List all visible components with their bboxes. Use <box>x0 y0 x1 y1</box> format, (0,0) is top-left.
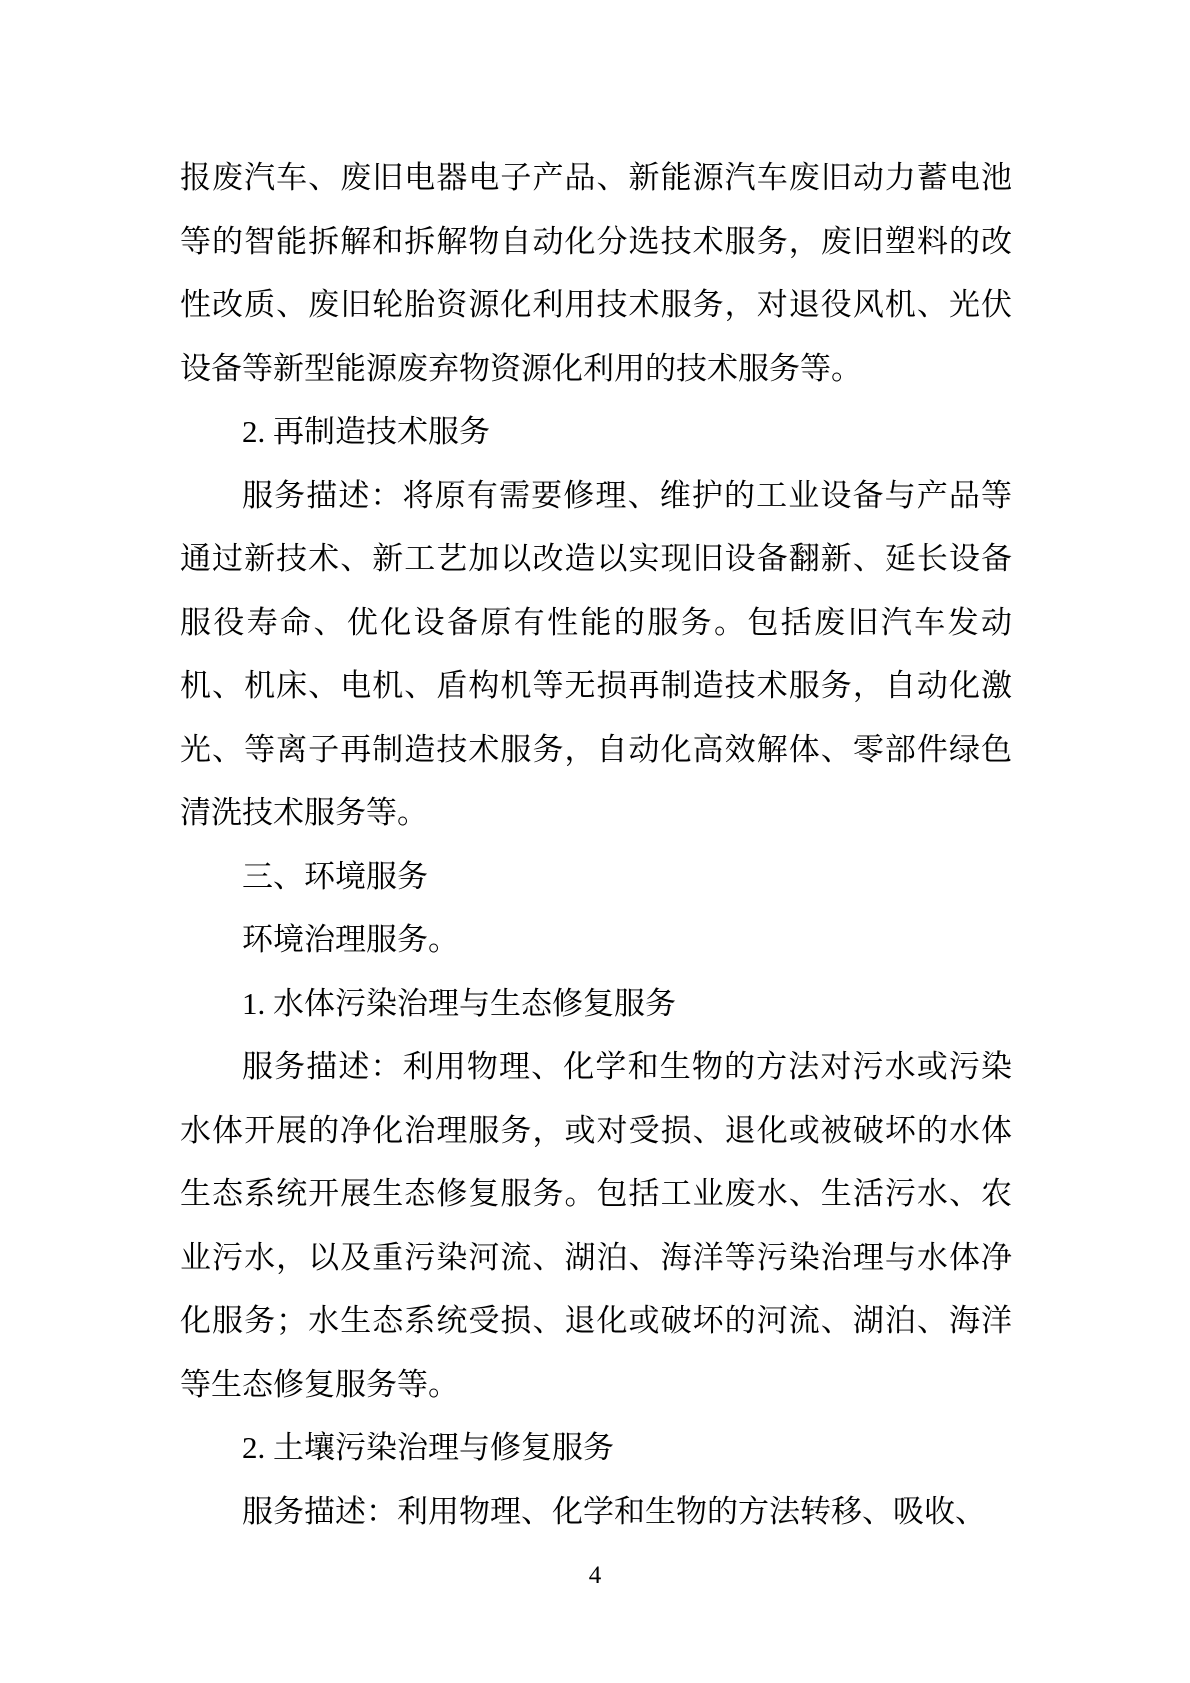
heading-environment-services: 三、环境服务 <box>242 858 428 894</box>
paragraph-water-pollution-description: 服务描述：利用物理、化学和生物的方法对污水或污染水体开展的净化治理服务，或对受损、退化或被破坏的水体生态系统开展生态修复服务。包括工业废水、生活污水、农业污水，以及重污染河流、湖泊、海洋等污染治理与水体净化服务；水生态系统受损、退化或破坏的河流、湖泊、海洋等生态修复服务等。 <box>180 1049 1012 1402</box>
paragraph-environment-governance: 环境治理服务。 <box>242 922 459 957</box>
paragraph-soil-pollution-description: 服务描述：利用物理、化学和生物的方法转移、吸收、 <box>242 1493 986 1529</box>
heading-water-pollution-services: 1. 水体污染治理与生态修复服务 <box>242 985 676 1021</box>
document-body <box>180 146 1012 1543</box>
heading-remanufacturing-services: 2. 再制造技术服务 <box>242 414 490 449</box>
page-footer <box>0 1556 1190 1596</box>
paragraph-remanufacturing-description: 服务描述：将原有需要修理、维护的工业设备与产品等通过新技术、新工艺加以改造以实现旧设备翻新、延长设备服役寿命、优化设备原有性能的服务。包括废旧汽车发动机、机床、电机、盾构机等无损再制造技术服务，自动化激光、等离子再制造技术服务，自动化高效解体、零部件绿色清洗技术服务等。 <box>180 477 1012 830</box>
heading-soil-pollution-services: 2. 土壤污染治理与修复服务 <box>242 1430 614 1465</box>
page-number: 4 <box>588 1562 602 1589</box>
paragraph-recycling-services-continuation: 报废汽车、废旧电器电子产品、新能源汽车废旧动力蓄电池等的智能拆解和拆解物自动化分选技术服务，废旧塑料的改性改质、废旧轮胎资源化利用技术服务，对退役风机、光伏设备等新型能源废弃物资源化利用的技术服务等。 <box>180 160 1012 386</box>
